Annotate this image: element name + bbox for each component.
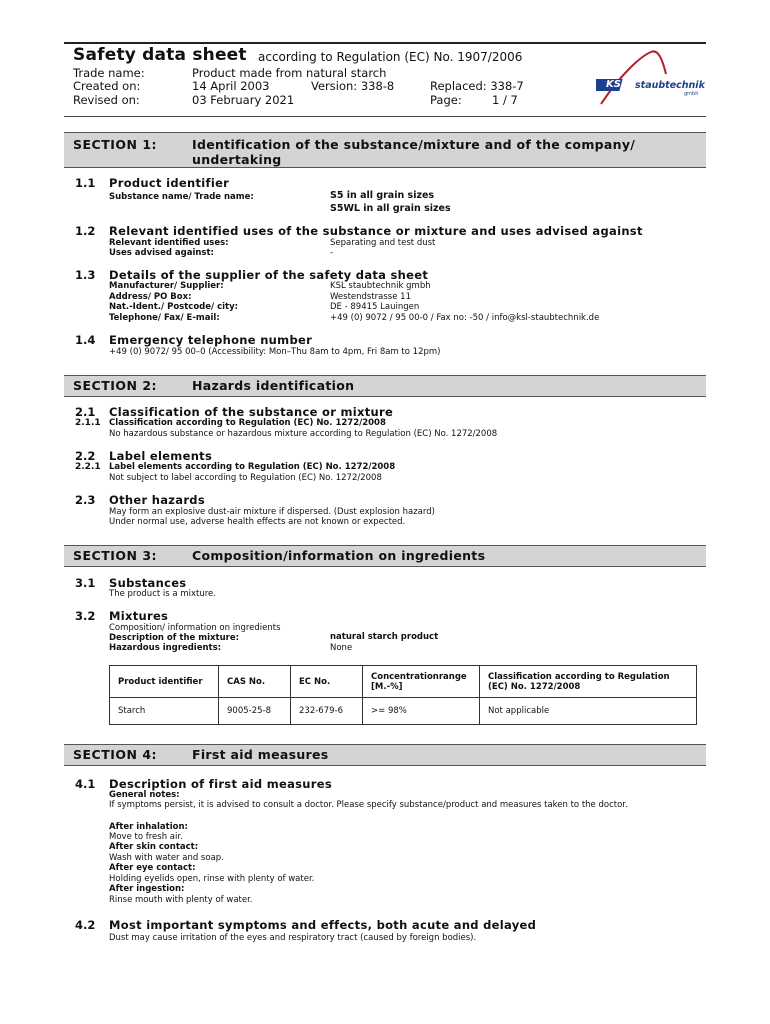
section-1-title: Identification of the substance/mixture and of the company/ undertaking bbox=[192, 137, 636, 167]
replaced: Replaced: 338-7 bbox=[430, 79, 524, 93]
table-row bbox=[110, 698, 697, 725]
telephone-value: +49 (0) 9072 / 95 00-0 / Fax no: -50 / info@ksl-staubtechnik.de bbox=[330, 313, 600, 323]
postcode-value: DE - 89415 Lauingen bbox=[330, 302, 420, 312]
logo-brand: KSL bbox=[606, 79, 628, 90]
section-3-bar bbox=[64, 545, 706, 567]
logo-swoosh-icon bbox=[596, 44, 704, 112]
telephone-label: Telephone/ Fax/ E-mail: bbox=[109, 313, 220, 323]
section-3-title: Composition/information on ingredients bbox=[192, 548, 486, 563]
table-header: Product identifier bbox=[110, 666, 219, 698]
eye-contact-label: After eye contact: bbox=[109, 863, 196, 873]
section-1-bar bbox=[64, 132, 706, 168]
subsection-title: Other hazards bbox=[109, 493, 205, 507]
address-value: Westendstrasse 11 bbox=[330, 292, 411, 302]
emergency-phone: +49 (0) 9072/ 95 00–0 (Accessibility: Mon–Thu 8am to 4pm, Fri 8am to 12pm) bbox=[109, 347, 441, 357]
table-cell: >= 98% bbox=[363, 698, 480, 725]
substance-name-label: Substance name/ Trade name: bbox=[109, 192, 254, 202]
revised-label: Revised on: bbox=[73, 93, 140, 107]
table-header-row bbox=[110, 666, 697, 698]
subsection-number: 1.2 bbox=[75, 224, 96, 238]
subsection-number: 3.1 bbox=[75, 576, 96, 590]
table-cell: 232-679-6 bbox=[291, 698, 363, 725]
subsection-number: 4.1 bbox=[75, 777, 96, 791]
document-subtitle: according to Regulation (EC) No. 1907/2006 bbox=[258, 50, 523, 64]
created-value: 14 April 2003 bbox=[192, 79, 270, 93]
advised-against-value: - bbox=[330, 248, 334, 258]
section-4-number: SECTION 4: bbox=[73, 747, 158, 762]
company-logo bbox=[596, 44, 704, 112]
manufacturer-label: Manufacturer/ Supplier: bbox=[109, 281, 224, 291]
mixture-description-label: Description of the mixture: bbox=[109, 633, 239, 643]
label-elements-value: Not subject to label according to Regulation (EC) No. 1272/2008 bbox=[109, 473, 382, 483]
section-4-bar bbox=[64, 744, 706, 766]
trade-name-label: Trade name: bbox=[73, 66, 145, 80]
trade-name-value: Product made from natural starch bbox=[192, 66, 387, 80]
version: Version: 338-8 bbox=[311, 79, 395, 93]
subsection-title: Mixtures bbox=[109, 609, 169, 623]
subsection-title: Label elements bbox=[109, 449, 213, 463]
skin-contact-label: After skin contact: bbox=[109, 842, 199, 852]
ingestion-label: After ingestion: bbox=[109, 884, 185, 894]
substance-name-value-2: S5WL in all grain sizes bbox=[330, 203, 451, 214]
composition-text: Composition/ information on ingredients bbox=[109, 623, 281, 633]
section-2-number: SECTION 2: bbox=[73, 378, 158, 393]
hazardous-ingredients-label: Hazardous ingredients: bbox=[109, 643, 222, 653]
revised-value: 03 February 2021 bbox=[192, 93, 295, 107]
classification-label: Classification according to Regulation (EC) No. 1272/2008 bbox=[109, 418, 386, 428]
skin-contact-value: Wash with water and soap. bbox=[109, 853, 224, 863]
subsection-number: 2.1.1 bbox=[75, 418, 101, 428]
postcode-label: Nat.-Ident./ Postcode/ city: bbox=[109, 302, 239, 312]
identified-uses-label: Relevant identified uses: bbox=[109, 238, 229, 248]
subsection-number: 1.4 bbox=[75, 333, 96, 347]
section-2-title: Hazards identification bbox=[192, 378, 355, 393]
eye-contact-value: Holding eyelids open, rinse with plenty of water. bbox=[109, 874, 315, 884]
inhalation-value: Move to fresh air. bbox=[109, 832, 183, 842]
logo-text: staubtechnik bbox=[635, 80, 705, 91]
created-label: Created on: bbox=[73, 79, 141, 93]
section-4-title: First aid measures bbox=[192, 747, 329, 762]
table-cell: Not applicable bbox=[480, 698, 697, 725]
subsection-number: 1.1 bbox=[75, 176, 96, 190]
logo-suffix: gmbh bbox=[684, 91, 699, 97]
label-elements-label: Label elements according to Regulation (EC) No. 1272/2008 bbox=[109, 462, 396, 472]
subsection-number: 3.2 bbox=[75, 609, 96, 623]
subsection-number: 2.3 bbox=[75, 493, 96, 507]
table-header: Concentrationrange [M.-%] bbox=[363, 666, 480, 698]
table-cell: Starch bbox=[110, 698, 219, 725]
subsection-number: 4.2 bbox=[75, 918, 96, 932]
table-header: EC No. bbox=[291, 666, 363, 698]
ingredients-table bbox=[109, 665, 697, 725]
inhalation-label: After inhalation: bbox=[109, 822, 188, 832]
other-hazards-text: May form an explosive dust-air mixture if dispersed. (Dust explosion hazard) bbox=[109, 507, 435, 517]
subsection-number: 1.3 bbox=[75, 268, 96, 282]
subsection-title: Description of first aid measures bbox=[109, 777, 332, 791]
page-value: 1 / 7 bbox=[492, 93, 518, 107]
ingestion-value: Rinse mouth with plenty of water. bbox=[109, 895, 253, 905]
manufacturer-value: KSL staubtechnik gmbh bbox=[330, 281, 431, 291]
hazardous-ingredients-value: None bbox=[330, 643, 353, 653]
subsection-title: Most important symptoms and effects, both acute and delayed bbox=[109, 918, 537, 932]
subsection-number: 2.2 bbox=[75, 449, 96, 463]
general-notes-value: If symptoms persist, it is advised to consult a doctor. Please specify substance/product and measures taken to the doctor. bbox=[109, 800, 628, 810]
substance-name-value-1: S5 in all grain sizes bbox=[330, 190, 435, 201]
page-label: Page: bbox=[430, 93, 462, 107]
classification-value: No hazardous substance or hazardous mixture according to Regulation (EC) No. 1272/2008 bbox=[109, 429, 498, 439]
subsection-number: 2.1 bbox=[75, 405, 96, 419]
table-header: CAS No. bbox=[219, 666, 291, 698]
subsection-title: Relevant identified uses of the substance or mixture and uses advised against bbox=[109, 224, 643, 238]
section-2-bar bbox=[64, 375, 706, 397]
symptoms-text: Dust may cause irritation of the eyes and respiratory tract (caused by foreign bodies). bbox=[109, 933, 477, 943]
subsection-title: Details of the supplier of the safety data sheet bbox=[109, 268, 429, 282]
advised-against-label: Uses advised against: bbox=[109, 248, 214, 258]
subsection-title: Product identifier bbox=[109, 176, 230, 190]
document-title: Safety data sheet bbox=[73, 45, 247, 65]
subsection-title: Classification of the substance or mixture bbox=[109, 405, 394, 419]
substances-text: The product is a mixture. bbox=[109, 589, 216, 599]
address-label: Address/ PO Box: bbox=[109, 292, 192, 302]
mixture-description-value: natural starch product bbox=[330, 632, 439, 642]
subsection-title: Substances bbox=[109, 576, 187, 590]
section-1-number: SECTION 1: bbox=[73, 137, 158, 152]
subsection-title: Emergency telephone number bbox=[109, 333, 313, 347]
identified-uses-value: Separating and test dust bbox=[330, 238, 436, 248]
table-header: Classification according to Regulation (EC) No. 1272/2008 bbox=[480, 666, 697, 698]
general-notes-label: General notes: bbox=[109, 790, 180, 800]
subsection-number: 2.2.1 bbox=[75, 462, 101, 472]
other-hazards-text: Under normal use, adverse health effects are not known or expected. bbox=[109, 517, 406, 527]
table-cell: 9005-25-8 bbox=[219, 698, 291, 725]
section-3-number: SECTION 3: bbox=[73, 548, 158, 563]
